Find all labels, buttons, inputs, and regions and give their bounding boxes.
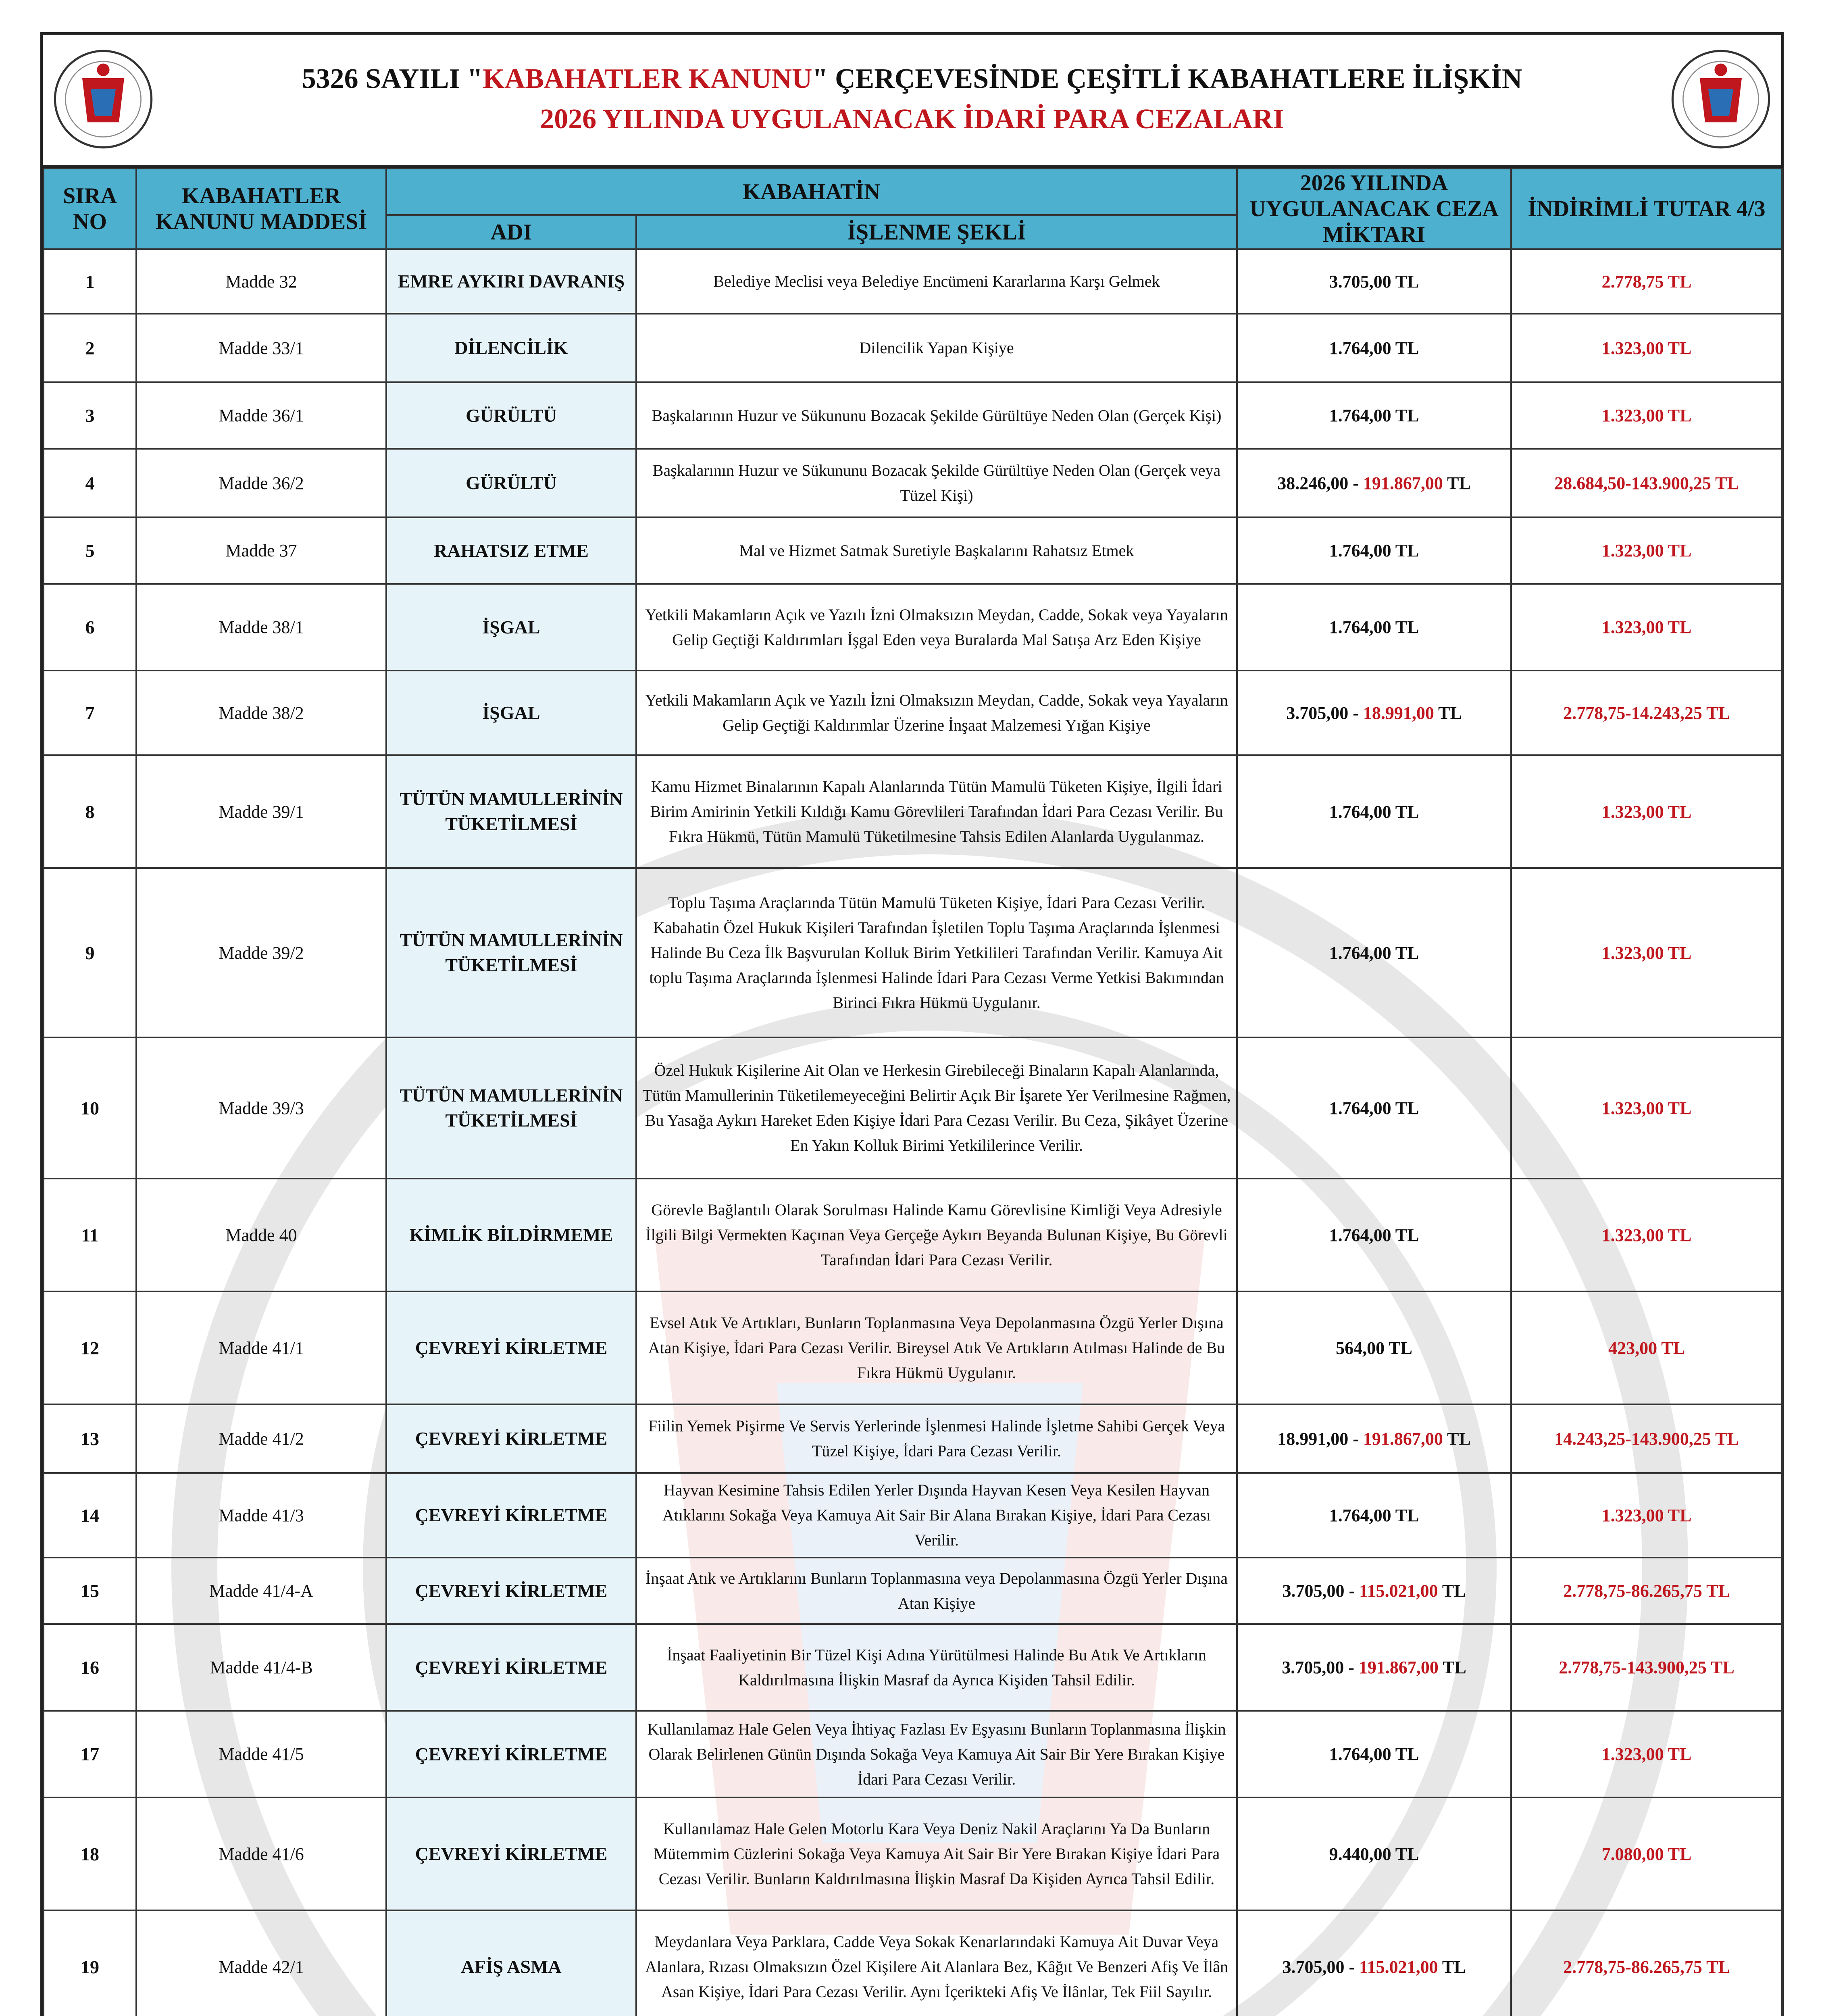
ceza-part: 191.867,00 [1358,1658,1439,1677]
table-row [44,249,1782,314]
row-kanun-maddesi: Madde 36/2 [136,449,386,517]
row-sira-no: 11 [44,1179,136,1291]
col-ceza-miktari: 2026 YILINDA UYGULANACAK CEZA MİKTARI [1237,169,1511,249]
row-indirimli-tutar: 14.243,25-143.900,25 TL [1511,1404,1782,1473]
row-kabahat-adi: ÇEVREYİ KİRLETME [386,1404,636,1473]
ceza-part: 18.991,00 [1363,703,1434,723]
row-kabahat-adi: TÜTÜN MAMULLERİNİN TÜKETİLMESİ [386,1037,636,1179]
row-kabahat-adi: GÜRÜLTÜ [386,449,636,517]
row-islenme-sekli: Toplu Taşıma Araçlarında Tütün Mamulü Tüketen Kişiye, İdari Para Cezası Verilir. Kabahatin Özel Hukuk Kişileri Tarafından İşletilen Toplu Taşıma Araçlarında İşlenmesi Halinde Bu Ceza İlk Başvurulan Kolluk Birim Yetkilileri Tarafından Verilir. Kamuya Ait toplu Taşıma Araçlarında İşlenmesi Halinde İdari Para Cezası Verme Yetkisi Bakımından Birinci Fıkra Hükmü Uygulanır. [636,868,1237,1037]
table-row [44,1711,1782,1797]
row-indirimli-tutar: 1.323,00 TL [1511,1037,1782,1179]
ceza-part: 3.705,00 - [1286,703,1363,723]
ceza-part: 191.867,00 [1363,473,1443,493]
row-kabahat-adi: TÜTÜN MAMULLERİNİN TÜKETİLMESİ [386,755,636,868]
row-sira-no: 15 [44,1558,136,1624]
row-indirimli-tutar: 1.323,00 TL [1511,517,1782,584]
table-row [44,382,1782,449]
row-kanun-maddesi: Madde 41/2 [136,1404,386,1473]
table-row [44,449,1782,517]
ceza-part: 3.705,00 - [1282,1658,1359,1677]
row-islenme-sekli: Yetkili Makamların Açık ve Yazılı İzni Olmaksızın Meydan, Cadde, Sokak veya Yayaların Gelip Geçtiği Kaldırımlar Üzerine İnşaat Malzemesi Yığan Kişiye [636,671,1237,755]
row-sira-no: 8 [44,755,136,868]
row-kanun-maddesi: Madde 39/2 [136,868,386,1037]
ceza-part: 3.705,00 - [1282,1957,1360,1977]
ceza-part: 564,00 TL [1336,1338,1412,1358]
col-kabahatin: KABAHATİN [386,169,1237,215]
row-ceza-miktari [1237,1797,1511,1910]
row-islenme-sekli: Yetkili Makamların Açık ve Yazılı İzni Olmaksızın Meydan, Cadde, Sokak veya Yayaların Gelip Geçtiği Kaldırımları İşgal Eden veya Buralarda Mal Satışa Arz Eden Kişiye [636,584,1237,671]
row-kanun-maddesi: Madde 41/1 [136,1291,386,1404]
ceza-part: 38.246,00 - [1277,473,1363,493]
col-islenme-sekli: İŞLENME ŞEKLİ [636,215,1237,249]
row-indirimli-tutar: 2.778,75-86.265,75 TL [1511,1558,1782,1624]
document-title [164,59,1660,140]
row-kabahat-adi: KİMLİK BİLDİRMEME [386,1179,636,1291]
table-row [44,1473,1782,1558]
row-ceza-miktari [1237,1037,1511,1179]
title-line-1 [164,59,1660,99]
row-sira-no: 5 [44,517,136,584]
row-kanun-maddesi: Madde 38/1 [136,584,386,671]
row-indirimli-tutar: 1.323,00 TL [1511,755,1782,868]
fines-table-body [44,249,1782,2016]
title-line-2 [164,99,1660,140]
table-row [44,868,1782,1037]
zabita-federation-logo-right [1668,47,1773,152]
row-islenme-sekli: Başkalarının Huzur ve Sükununu Bozacak Şekilde Gürültüye Neden Olan (Gerçek veya Tüzel Kişi) [636,449,1237,517]
ceza-part: 1.764,00 TL [1329,1505,1419,1525]
row-kanun-maddesi: Madde 32 [136,249,386,314]
row-sira-no: 7 [44,671,136,755]
table-row [44,1179,1782,1291]
document-frame [40,32,1784,2016]
row-sira-no: 19 [44,1910,136,2016]
row-islenme-sekli: İnşaat Atık ve Artıklarını Bunların Toplanmasına veya Depolanmasına Özgü Yerler Dışına Atan Kişiye [636,1558,1237,1624]
col-indirimli-tutar: İNDİRİMLİ TUTAR 4/3 [1511,169,1782,249]
col-kanun-maddesi: KABAHATLER KANUNU MADDESİ [136,169,386,249]
ceza-part: TL [1434,703,1462,723]
row-indirimli-tutar: 1.323,00 TL [1511,584,1782,671]
row-indirimli-tutar: 2.778,75-14.243,25 TL [1511,671,1782,755]
row-sira-no: 9 [44,868,136,1037]
row-islenme-sekli: Görevle Bağlantılı Olarak Sorulması Halinde Kamu Görevlisine Kimliği Veya Adresiyle İlgili Bilgi Vermekten Kaçınan Veya Gerçeğe Aykırı Beyanda Bulunan Kişiye, Bu Görevli Tarafından İdari Para Cezası Verilir. [636,1179,1237,1291]
fines-table-header [44,169,1782,249]
ceza-part: 9.440,00 TL [1329,1844,1419,1864]
ceza-part: 1.764,00 TL [1329,617,1419,637]
row-islenme-sekli: Hayvan Kesimine Tahsis Edilen Yerler Dışında Hayvan Kesen Veya Kesilen Hayvan Atıklarını Sokağa Veya Kamuya Ait Sair Bir Alana Bırakan Kişiye, İdari Para Cezası Verilir. [636,1473,1237,1558]
row-islenme-sekli: Kullanılamaz Hale Gelen Motorlu Kara Veya Deniz Nakil Araçlarını Ya Da Bunların Mütemmim Cüzlerini Sokağa Veya Kamuya Ait Sair Bir Yere Bırakan Kişiye İdari Para Cezası Verilir. Bunların Kaldırılmasına İlişkin Masraf Da Kişiden Ayrıca Tahsil Edilir. [636,1797,1237,1910]
row-islenme-sekli: Dilencilik Yapan Kişiye [636,314,1237,382]
row-kabahat-adi: İŞGAL [386,671,636,755]
ceza-part: TL [1443,1429,1471,1449]
ceza-part: 1.764,00 TL [1329,1225,1419,1245]
row-kanun-maddesi: Madde 40 [136,1179,386,1291]
row-islenme-sekli: İnşaat Faaliyetinin Bir Tüzel Kişi Adına Yürütülmesi Halinde Bu Atık Ve Artıkların Kaldırılmasına İlişkin Masraf da Ayrıca Kişiden Tahsil Edilir. [636,1624,1237,1711]
row-kanun-maddesi: Madde 41/5 [136,1711,386,1797]
ceza-part: 3.705,00 TL [1329,271,1419,292]
table-row [44,517,1782,584]
row-ceza-miktari [1237,1179,1511,1291]
row-islenme-sekli: Özel Hukuk Kişilerine Ait Olan ve Herkesin Girebileceği Binaların Kapalı Alanlarında, Tütün Mamullerinin Tüketilemeyeceğini Belirtir Açık Bir İşarete Yer Verilmesine Rağmen, Bu Yasağa Aykırı Hareket Eden Kişiye İdari Para Cezası Verilir. Bu Ceza, Şikâyet Üzerine En Yakın Kolluk Birimi Yetkililerince Verilir. [636,1037,1237,1179]
row-indirimli-tutar: 7.080,00 TL [1511,1797,1782,1910]
title-year: 2026 [540,104,597,135]
col-sira-no: SIRA NO [44,169,136,249]
ceza-part: 1.764,00 TL [1329,1098,1419,1118]
row-kabahat-adi: İŞGAL [386,584,636,671]
ceza-part: TL [1438,1957,1466,1977]
table-row [44,314,1782,382]
title-law-name: KABAHATLER KANUNU [483,63,812,94]
ceza-part: TL [1443,473,1471,493]
row-kabahat-adi: TÜTÜN MAMULLERİNİN TÜKETİLMESİ [386,868,636,1037]
row-ceza-miktari [1237,755,1511,868]
row-kabahat-adi: EMRE AYKIRI DAVRANIŞ [386,249,636,314]
row-islenme-sekli: Kamu Hizmet Binalarının Kapalı Alanlarında Tütün Mamulü Tüketen Kişiye, İlgili İdari Birim Amirinin Yetkili Kıldığı Kamu Görevlileri Tarafından İdari Para Cezası Verilir. Bu Fıkra Hükmü, Tütün Mamulü Tüketilmesine Tahsis Edilen Alanlarda Uygulanmaz. [636,755,1237,868]
row-ceza-miktari [1237,449,1511,517]
row-ceza-miktari [1237,314,1511,382]
table-row [44,755,1782,868]
ceza-part: 191.867,00 [1363,1429,1443,1449]
ceza-part: TL [1438,1581,1466,1601]
title-suffix: " ÇERÇEVESİNDE ÇEŞİTLİ KABAHATLERE İLİŞKİN [812,63,1522,94]
row-kanun-maddesi: Madde 42/1 [136,1910,386,2016]
table-row [44,671,1782,755]
row-ceza-miktari [1237,1404,1511,1473]
table-row [44,1037,1782,1179]
row-ceza-miktari [1237,868,1511,1037]
row-islenme-sekli: Kullanılamaz Hale Gelen Veya İhtiyaç Fazlası Ev Eşyasını Bunların Toplanmasına İlişkin Olarak Belirlenen Günün Dışında Sokağa Veya Kamuya Ait Sair Bir Yere Bırakan Kişiye İdari Para Cezası Verilir. [636,1711,1237,1797]
table-row [44,1404,1782,1473]
row-kanun-maddesi: Madde 33/1 [136,314,386,382]
row-ceza-miktari [1237,1711,1511,1797]
row-kanun-maddesi: Madde 39/1 [136,755,386,868]
fines-table [43,168,1783,2016]
row-indirimli-tutar: 1.323,00 TL [1511,382,1782,449]
row-kabahat-adi: ÇEVREYİ KİRLETME [386,1558,636,1624]
row-kabahat-adi: AFİŞ ASMA [386,1910,636,2016]
row-islenme-sekli: Meydanlara Veya Parklara, Cadde Veya Sokak Kenarlarındaki Kamuya Ait Duvar Veya Alanlara, Rızası Olmaksızın Özel Kişilere Ait Alanlara Bez, Kâğıt Ve Benzeri Afiş Ve İlân Asan Kişiye, İdari Para Cezası Verilir. Aynı İçerikteki Afiş Ve İlânlar, Tek Fiil Sayılır. [636,1910,1237,2016]
row-sira-no: 16 [44,1624,136,1711]
table-row [44,584,1782,671]
row-sira-no: 3 [44,382,136,449]
row-ceza-miktari [1237,382,1511,449]
row-sira-no: 18 [44,1797,136,1910]
row-ceza-miktari [1237,584,1511,671]
ceza-part: 1.764,00 TL [1329,1744,1419,1764]
row-islenme-sekli: Mal ve Hizmet Satmak Suretiyle Başkalarını Rahatsız Etmek [636,517,1237,584]
table-row [44,1291,1782,1404]
row-sira-no: 4 [44,449,136,517]
row-kabahat-adi: ÇEVREYİ KİRLETME [386,1291,636,1404]
row-indirimli-tutar: 1.323,00 TL [1511,868,1782,1037]
row-indirimli-tutar: 423,00 TL [1511,1291,1782,1404]
ceza-part: 115.021,00 [1359,1957,1438,1977]
ceza-part: 1.764,00 TL [1329,406,1419,425]
row-ceza-miktari [1237,1291,1511,1404]
row-kabahat-adi: GÜRÜLTÜ [386,382,636,449]
row-kabahat-adi: RAHATSIZ ETME [386,517,636,584]
row-sira-no: 14 [44,1473,136,1558]
table-row [44,1558,1782,1624]
table-row [44,1624,1782,1711]
row-ceza-miktari [1237,1558,1511,1624]
row-sira-no: 1 [44,249,136,314]
row-indirimli-tutar: 28.684,50-143.900,25 TL [1511,449,1782,517]
title-prefix: 5326 SAYILI " [302,63,483,94]
row-sira-no: 2 [44,314,136,382]
row-kanun-maddesi: Madde 41/6 [136,1797,386,1910]
row-islenme-sekli: Evsel Atık Ve Artıkları, Bunların Toplanmasına Veya Depolanmasına Özgü Yerler Dışına Atan Kişiye, İdari Para Cezası Verilir. Bireysel Atık Ve Artıkların Atılması Halinde de Bu Fıkra Hükmü Uygulanır. [636,1291,1237,1404]
row-sira-no: 17 [44,1711,136,1797]
row-sira-no: 12 [44,1291,136,1404]
title-line2-rest: YILINDA UYGULANACAK İDARİ PARA CEZALARI [596,104,1284,135]
row-kanun-maddesi: Madde 41/4-A [136,1558,386,1624]
row-kanun-maddesi: Madde 41/3 [136,1473,386,1558]
zabita-federation-logo-left [51,47,156,152]
row-ceza-miktari [1237,249,1511,314]
row-kanun-maddesi: Madde 39/3 [136,1037,386,1179]
row-sira-no: 10 [44,1037,136,1179]
table-row [44,1910,1782,2016]
row-kabahat-adi: ÇEVREYİ KİRLETME [386,1711,636,1797]
row-sira-no: 13 [44,1404,136,1473]
row-kabahat-adi: ÇEVREYİ KİRLETME [386,1624,636,1711]
row-indirimli-tutar: 1.323,00 TL [1511,1179,1782,1291]
ceza-part: 1.764,00 TL [1329,802,1419,822]
row-islenme-sekli: Başkalarının Huzur ve Sükununu Bozacak Şekilde Gürültüye Neden Olan (Gerçek Kişi) [636,382,1237,449]
row-indirimli-tutar: 2.778,75 TL [1511,249,1782,314]
ceza-part: 3.705,00 - [1282,1581,1360,1601]
ceza-part: 1.764,00 TL [1329,338,1419,358]
row-ceza-miktari [1237,1473,1511,1558]
document-header [43,35,1781,168]
row-kanun-maddesi: Madde 36/1 [136,382,386,449]
row-kanun-maddesi: Madde 37 [136,517,386,584]
row-indirimli-tutar: 2.778,75-86.265,75 TL [1511,1910,1782,2016]
ceza-part: 1.764,00 TL [1329,943,1419,963]
row-ceza-miktari [1237,671,1511,755]
row-ceza-miktari [1237,1910,1511,2016]
ceza-part: 18.991,00 - [1277,1429,1363,1449]
row-sira-no: 6 [44,584,136,671]
table-row [44,1797,1782,1910]
row-ceza-miktari [1237,517,1511,584]
row-islenme-sekli: Fiilin Yemek Pişirme Ve Servis Yerlerinde İşlenmesi Halinde İşletme Sahibi Gerçek Veya Tüzel Kişiye, İdari Para Cezası Verilir. [636,1404,1237,1473]
row-kanun-maddesi: Madde 38/2 [136,671,386,755]
row-kabahat-adi: ÇEVREYİ KİRLETME [386,1797,636,1910]
ceza-part: 1.764,00 TL [1329,541,1419,560]
row-islenme-sekli: Belediye Meclisi veya Belediye Encümeni Kararlarına Karşı Gelmek [636,249,1237,314]
row-kabahat-adi: DİLENCİLİK [386,314,636,382]
row-indirimli-tutar: 1.323,00 TL [1511,314,1782,382]
col-adi: ADI [386,215,636,249]
row-ceza-miktari [1237,1624,1511,1711]
row-kabahat-adi: ÇEVREYİ KİRLETME [386,1473,636,1558]
ceza-part: TL [1438,1658,1466,1677]
ceza-part: 115.021,00 [1359,1581,1438,1601]
row-kanun-maddesi: Madde 41/4-B [136,1624,386,1711]
row-indirimli-tutar: 1.323,00 TL [1511,1711,1782,1797]
row-indirimli-tutar: 1.323,00 TL [1511,1473,1782,1558]
row-indirimli-tutar: 2.778,75-143.900,25 TL [1511,1624,1782,1711]
